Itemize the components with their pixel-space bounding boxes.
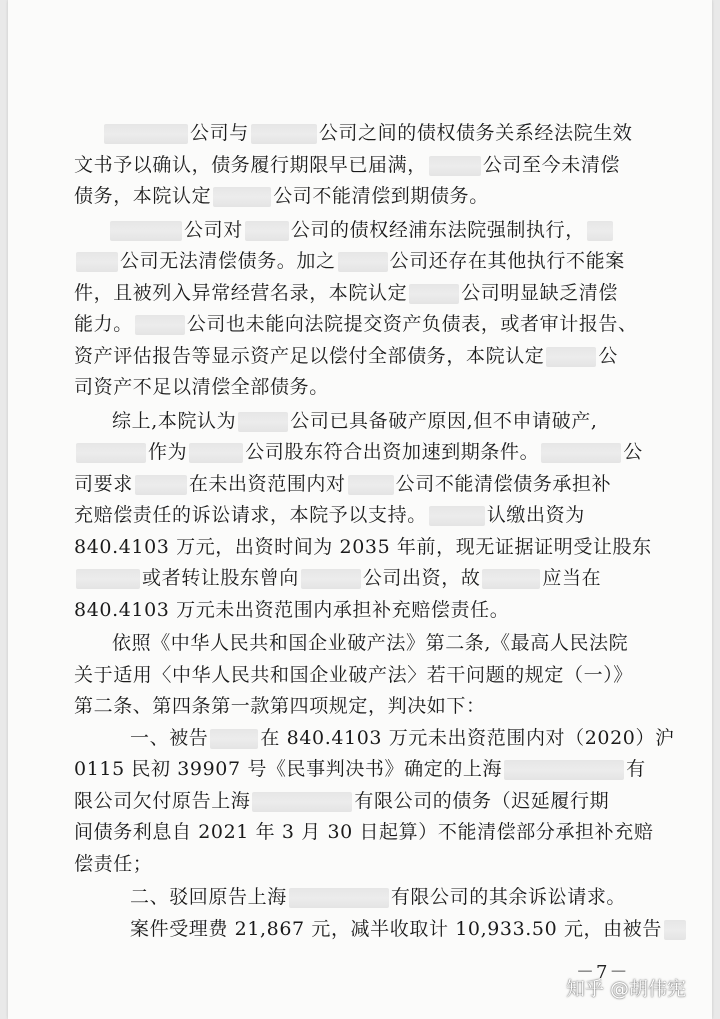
redaction bbox=[664, 920, 686, 940]
text-line: 偿责任； bbox=[74, 852, 153, 875]
redaction bbox=[504, 760, 624, 780]
redaction bbox=[252, 792, 352, 812]
text-line: 关于适用〈中华人民共和国企业破产法〉若干问题的规定（一）》 bbox=[74, 663, 633, 686]
redaction bbox=[546, 347, 596, 367]
text-line: 或者转让股东曾向 公司出资，故 应当在 bbox=[74, 563, 649, 595]
redaction bbox=[338, 252, 388, 272]
redaction bbox=[135, 475, 187, 495]
redaction bbox=[189, 443, 243, 463]
text-line: 司资产不足以清偿全部债务。 bbox=[74, 376, 329, 398]
redaction bbox=[587, 221, 613, 241]
redaction bbox=[76, 569, 140, 589]
text-line: 840.4103 万元，出资时间为 2035 年前，现无证据证明受让股东 bbox=[74, 535, 652, 558]
text-line: 公司对 公司的债权经浦东法院强制执行， bbox=[74, 215, 649, 247]
text-line: 限公司欠付原告上海 有限公司的债务（迟延履行期 bbox=[74, 789, 610, 812]
redaction bbox=[245, 221, 289, 241]
text-line: 债务，本院认定 公司不能清偿到期债务。 bbox=[74, 185, 489, 207]
text-line: 充赔偿责任的诉讼请求，本院予以支持。 认缴出资为 bbox=[74, 504, 585, 526]
document-body bbox=[74, 118, 675, 945]
redaction bbox=[429, 506, 485, 526]
document-page bbox=[8, 0, 712, 1019]
redaction bbox=[541, 443, 621, 463]
text-line: 件，且被列入异常经营名录，本院认定 公司明显缺乏清偿 bbox=[74, 281, 619, 304]
redaction bbox=[429, 156, 481, 176]
text-line: 间债务利息自 2021 年 3 月 30 日起算）不能清偿部分承担补充赔 bbox=[74, 821, 654, 843]
redaction bbox=[76, 252, 118, 272]
redaction bbox=[409, 284, 459, 304]
page-number: －7－ bbox=[576, 962, 630, 983]
redaction bbox=[213, 187, 271, 207]
redaction bbox=[238, 412, 288, 432]
redaction bbox=[301, 569, 361, 589]
redaction bbox=[110, 221, 182, 241]
text-line: 资产评估报告等显示资产足以偿付全部债务，本院认定 公 bbox=[74, 344, 619, 367]
text-line: 文书予以确认，债务履行期限早已届满， 公司至今未清偿 bbox=[74, 153, 621, 176]
text-line: 第二条、第四条第一款第四项规定，判决如下： bbox=[74, 695, 486, 717]
text-line: 案件受理费 21,867 元，减半收取计 10,933.50 元，由被告 bbox=[74, 914, 649, 946]
text-line: 840.4103 万元未出资范围内承担补充赔偿责任。 bbox=[74, 598, 510, 621]
redaction bbox=[251, 124, 317, 144]
redaction bbox=[348, 475, 394, 495]
watermark: 知乎 @胡伟宪 bbox=[566, 978, 687, 1000]
redaction bbox=[289, 888, 389, 908]
text-line: 公司与 公司之间的债权债务关系经法院生效 bbox=[74, 118, 649, 150]
redaction bbox=[482, 569, 540, 589]
text-line: 依照《中华人民共和国企业破产法》第二条,《最高人民法院 bbox=[112, 632, 629, 654]
redaction bbox=[135, 315, 185, 335]
text-line: 一、被告 在 840.4103 万元未出资范围内对（2020）沪 bbox=[130, 726, 675, 749]
text-line: 0115 民初 39907 号《民事判决书》确定的上海 有 bbox=[74, 758, 646, 780]
text-line: 公司无法清偿债务。加之 公司还存在其他执行不能案 bbox=[74, 246, 649, 278]
text-line: 能力。 公司也未能向法院提交资产负债表，或者审计报告、 bbox=[74, 313, 638, 335]
redaction bbox=[76, 443, 146, 463]
text-line: 作为 公司股东符合出资加速到期条件。 公 bbox=[74, 437, 649, 469]
text-line: 综上,本院认为 公司已具备破产原因,但不申请破产, bbox=[112, 409, 598, 432]
redaction bbox=[210, 729, 258, 749]
text-line: 二、驳回原告上海 有限公司的其余诉讼请求。 bbox=[130, 886, 627, 908]
redaction bbox=[104, 124, 188, 144]
text-line: 司要求 在未出资范围内对 公司不能清偿债务承担补 bbox=[74, 472, 612, 495]
